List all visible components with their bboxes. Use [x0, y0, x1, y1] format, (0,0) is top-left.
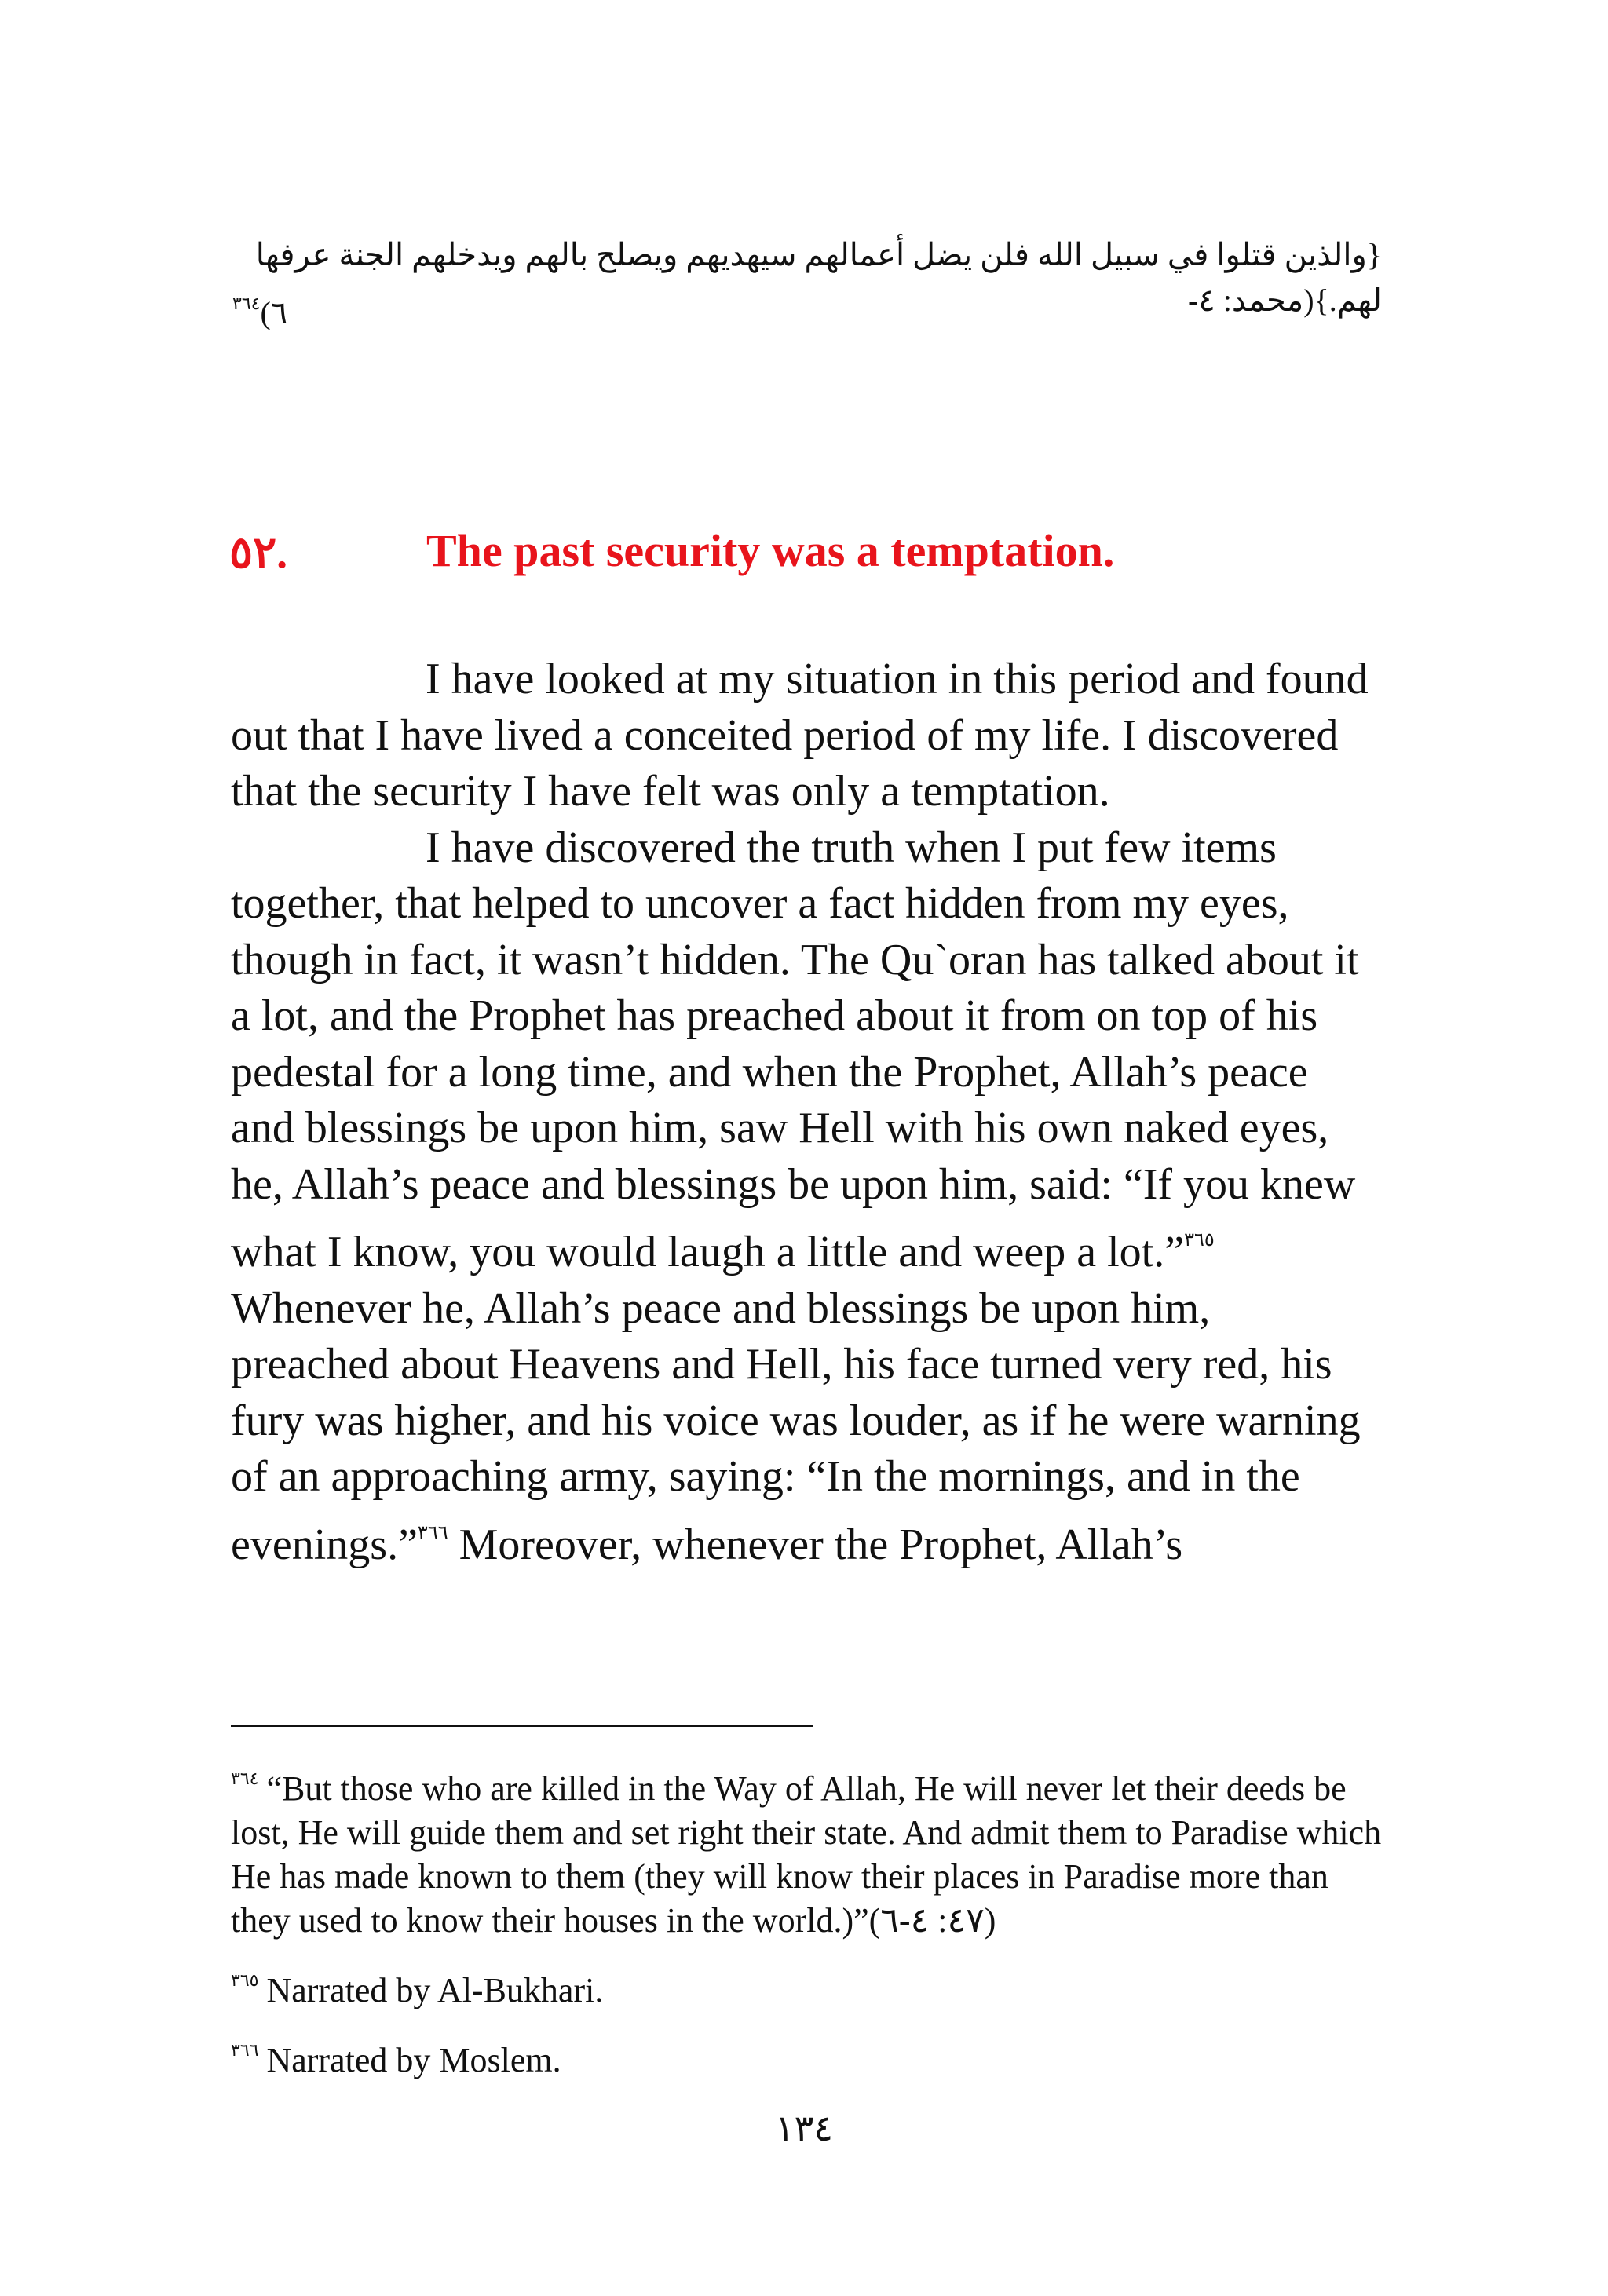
section-number: ٥٢. [229, 529, 288, 578]
footnotes [231, 1757, 1385, 2098]
footnote-mark-366[interactable]: ٣٦٦ [417, 1522, 448, 1543]
quran-verse [228, 232, 1382, 323]
footnote-366 [231, 2028, 1385, 2082]
page-number: ١٣٤ [774, 2108, 834, 2148]
footnote-number: ٣٦٤ [231, 1769, 259, 1788]
paragraph-2-part-c: Moreover, whenever the Prophet, Allah’s [448, 1520, 1183, 1569]
verse-reference-end [232, 294, 287, 331]
paragraph-1: I have looked at my situation in this period and found out that I have lived a conceited period of my life. I discovered that the security I have felt was only a temptation. [231, 655, 1369, 816]
footnote-text: Narrated by Al-Bukhari. [266, 1971, 604, 2009]
footnote-text: “But those who are killed in the Way of Allah, He will never let their deeds be lost, He will guide them and set right their state. And admit them to Paradise which He has made known to them (they will know their places in Paradise more than they used to know their houses in the world.)”(٤٧: ٤-٦) [231, 1769, 1382, 1940]
paragraph-2-part-a: I have discovered the truth when I put few items together, that helped to uncover a fact hidden from my eyes, though in fact, it wasn’t hidden. The Qu`oran has talked about it a lot, and the Prophet has preached about it from on top of his pedestal for a long time, and when the Prophet, Allah’s peace and blessings be upon him, saw Hell with his own naked eyes, he, Allah’s peace and blessings be upon him, said: “If you knew what I know, you would laugh a little and weep a lot.” [231, 823, 1359, 1276]
footnote-364 [231, 1757, 1385, 1943]
body-text [231, 652, 1377, 1573]
verse-ref-end: ٦) [260, 295, 288, 330]
footnote-separator [231, 1725, 813, 1727]
verse-footnote-mark[interactable]: ٣٦٤ [232, 294, 261, 313]
footnote-mark-365[interactable]: ٣٦٥ [1184, 1230, 1215, 1250]
paragraph-2 [231, 820, 1377, 1574]
verse-text: {والذين قتلوا في سبيل الله فلن يضل أعمالهم سيهديهم ويصلح بالهم ويدخلهم الجنة عرفها لهم.}(محمد: ٤- [255, 237, 1382, 318]
section-title: The past security was a temptation. [426, 525, 1115, 576]
paragraph-2-part-b: Whenever he, Allah’s peace and blessings be upon him, preached about Heavens and Hell, his face turned very red, his fury was higher, and his voice was louder, as if he were warning of an approaching army, saying: “In the mornings, and in the evenings.” [231, 1283, 1361, 1569]
footnote-number: ٣٦٦ [231, 2040, 259, 2060]
footnote-text: Narrated by Moslem. [266, 2041, 561, 2079]
footnote-365 [231, 1958, 1385, 2013]
footnote-number: ٣٦٥ [231, 1970, 259, 1990]
